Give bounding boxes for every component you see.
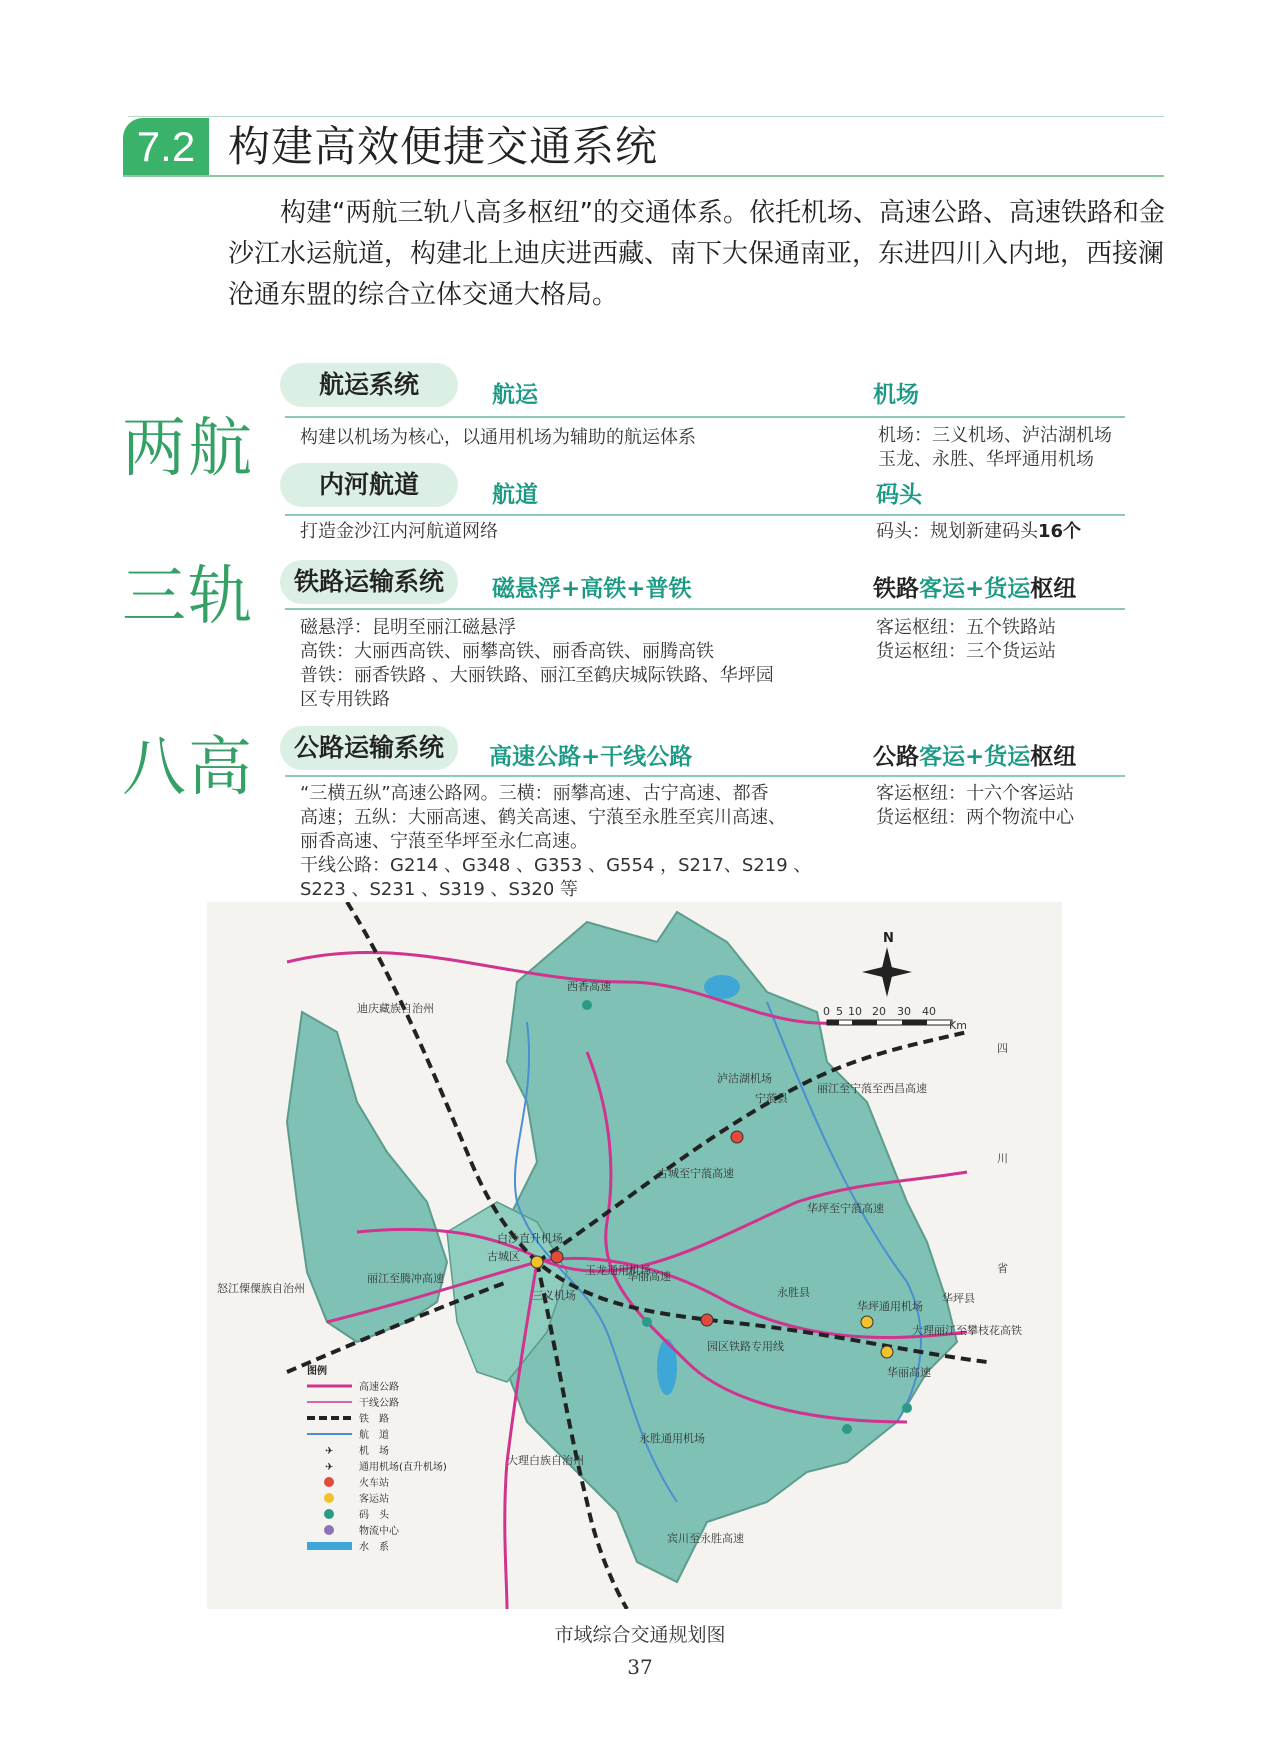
rule-waterway bbox=[285, 514, 1125, 516]
label-ninglang: 宁蒗县 bbox=[755, 1092, 788, 1105]
legend-item-7: 客运站 bbox=[359, 1494, 389, 1505]
pill-aviation: 航运系统 bbox=[280, 363, 458, 407]
big-label-sangui: 三轨 bbox=[122, 560, 254, 634]
heading-aviation: 航运 bbox=[492, 382, 538, 408]
label-huaping-ninglang: 华坪至宁蒗高速 bbox=[807, 1202, 884, 1215]
text-road-hub-2: 货运枢纽：两个物流中心 bbox=[876, 807, 1074, 828]
text-airport-1: 机场：三义机场、泸沽湖机场 bbox=[878, 425, 1112, 446]
map-wharf-3 bbox=[842, 1424, 852, 1434]
text-channel: 打造金沙江内河航道网络 bbox=[300, 521, 498, 542]
map-region-west bbox=[287, 1012, 447, 1342]
label-yongsheng-airport: 永胜通用机场 bbox=[639, 1432, 705, 1445]
text-rail-hub-2: 货运枢纽：三个货运站 bbox=[876, 641, 1056, 662]
label-dali-panzhihua: 大理丽江至攀枝花高铁 bbox=[912, 1324, 1022, 1337]
pill-waterway: 内河航道 bbox=[280, 463, 458, 507]
legend-swatch-9 bbox=[324, 1525, 334, 1535]
label-yongsheng: 永胜县 bbox=[777, 1286, 810, 1299]
section-number: 7.2 bbox=[123, 118, 209, 176]
header-top-rule bbox=[128, 116, 1164, 117]
legend-item-4: 机 场 bbox=[359, 1446, 389, 1457]
legend-item-2: 铁 路 bbox=[359, 1414, 389, 1425]
map-compass bbox=[862, 931, 912, 997]
legend-item-1: 干线公路 bbox=[359, 1398, 399, 1409]
legend-glyph-4: ✈ bbox=[325, 1446, 334, 1457]
rule-aviation bbox=[285, 416, 1125, 418]
label-huaping-airport: 华坪通用机场 bbox=[857, 1300, 923, 1313]
page-number: 37 bbox=[627, 1655, 653, 1679]
label-gucheng-ninglang: 古城至宁蒗高速 bbox=[657, 1167, 734, 1180]
heading-rail-types: 磁悬浮+高铁+普铁 bbox=[492, 576, 692, 602]
legend-item-0: 高速公路 bbox=[359, 1382, 399, 1393]
text-rail-2: 高铁：大丽西高铁、丽攀高铁、丽香高铁、丽腾高铁 bbox=[300, 641, 714, 662]
label-huali: 华丽高速 bbox=[887, 1366, 931, 1379]
intro-paragraph: 构建“两航三轨八高多枢纽”的交通体系。依托机场、高速公路、高速铁路和金沙江水运航道，构建北上迪庆进西藏、南下大保通南亚，东进四川入内地，西接澜沧通东盟的综合立体交通大格局。 bbox=[228, 198, 1165, 310]
label-diqing: 迪庆藏族自治州 bbox=[357, 1002, 434, 1015]
legend-swatch-6 bbox=[324, 1477, 334, 1487]
scale-tick-40: 40 bbox=[922, 1005, 936, 1018]
label-xixiang: 西香高速 bbox=[567, 980, 611, 993]
legend-swatch-7 bbox=[324, 1493, 334, 1503]
heading-rail-hub: 铁路客运+货运枢纽 bbox=[873, 576, 1077, 602]
pill-railway: 铁路运输系统 bbox=[280, 560, 458, 604]
map-svg bbox=[207, 902, 1062, 1609]
label-huaping: 华坪县 bbox=[942, 1292, 975, 1305]
text-rail-3: 普铁：丽香铁路 、大丽铁路、丽江至鹤庆城际铁路、华坪园 bbox=[300, 665, 774, 686]
scale-tick-30: 30 bbox=[897, 1005, 911, 1018]
map-station-2 bbox=[551, 1251, 563, 1263]
legend-item-3: 航 道 bbox=[359, 1430, 389, 1441]
label-lijiang-tengchong: 丽江至腾冲高速 bbox=[367, 1272, 444, 1285]
map-wharf-2 bbox=[642, 1317, 652, 1327]
scale-tick-10: 10 bbox=[848, 1005, 862, 1018]
legend-item-9: 物流中心 bbox=[359, 1526, 399, 1537]
legend-item-8: 码 头 bbox=[359, 1510, 389, 1521]
legend-swatch-8 bbox=[324, 1509, 334, 1519]
text-highway-5: S223 、S231 、S319 、S320 等 bbox=[300, 879, 579, 900]
text-highway-4: 干线公路：G214 、G348 、G353 、G554 ，S217、S219 、 bbox=[300, 855, 812, 876]
legend-item-5: 通用机场(直升机场) bbox=[359, 1462, 447, 1473]
text-rail-hub-1: 客运枢纽：五个铁路站 bbox=[876, 617, 1056, 638]
pill-highway: 公路运输系统 bbox=[280, 726, 458, 770]
map-scale bbox=[823, 1005, 967, 1032]
heading-airport: 机场 bbox=[873, 382, 919, 408]
label-sichuan-a: 四 bbox=[997, 1042, 1008, 1055]
map-legend bbox=[307, 1364, 447, 1553]
transport-map bbox=[207, 902, 1062, 1609]
compass-n: N bbox=[883, 931, 894, 946]
legend-glyph-5: ✈ bbox=[325, 1462, 334, 1473]
heading-wharf: 码头 bbox=[876, 482, 922, 508]
label-baisha: 白沙直升机场 bbox=[497, 1232, 563, 1245]
map-station-3 bbox=[731, 1131, 743, 1143]
label-sanyi: 三义机场 bbox=[532, 1289, 576, 1302]
label-dali: 大理白族自治州 bbox=[507, 1454, 584, 1467]
map-station-5 bbox=[861, 1316, 873, 1328]
big-label-lianghang: 两航 bbox=[122, 412, 254, 486]
header-bottom-rule bbox=[123, 175, 1164, 177]
label-sichuan-b: 川 bbox=[997, 1152, 1008, 1165]
heading-road-hub: 公路客运+货运枢纽 bbox=[873, 744, 1077, 770]
map-caption: 市域综合交通规划图 bbox=[554, 1624, 726, 1646]
text-airport-2: 玉龙、永胜、华坪通用机场 bbox=[878, 449, 1094, 470]
map-station-1 bbox=[531, 1256, 543, 1268]
rule-railway bbox=[285, 608, 1125, 610]
section-title: 构建高效便捷交通系统 bbox=[228, 122, 659, 171]
text-highway-1: “三横五纵”高速公路网。三横：丽攀高速、古宁高速、都香 bbox=[300, 783, 769, 804]
scale-unit: Km bbox=[949, 1019, 967, 1032]
map-wharf-4 bbox=[902, 1403, 912, 1413]
scale-tick-5: 5 bbox=[836, 1005, 843, 1018]
text-rail-1: 磁悬浮：昆明至丽江磁悬浮 bbox=[300, 617, 516, 638]
legend-item-10: 水 系 bbox=[359, 1542, 389, 1553]
text-highway-2: 高速；五纵：大丽高速、鹤关高速、宁蒗至永胜至宾川高速、 bbox=[300, 807, 786, 828]
label-gucheng: 古城区 bbox=[487, 1250, 520, 1263]
map-station-6 bbox=[881, 1346, 893, 1358]
legend-title: 图例 bbox=[307, 1366, 327, 1377]
text-aviation: 构建以机场为核心，以通用机场为辅助的航运体系 bbox=[300, 427, 696, 448]
map-wharf-1 bbox=[582, 1000, 592, 1010]
label-binchuan: 宾川至永胜高速 bbox=[667, 1532, 744, 1545]
text-road-hub-1: 客运枢纽：十六个客运站 bbox=[876, 783, 1074, 804]
big-label-bagao: 八高 bbox=[122, 731, 254, 805]
legend-item-6: 火车站 bbox=[359, 1478, 389, 1489]
text-rail-4: 区专用铁路 bbox=[300, 689, 390, 710]
label-lijiang-xichang: 丽江至宁蒗至西昌高速 bbox=[817, 1082, 927, 1095]
text-wharf: 码头：规划新建码头16个 bbox=[876, 521, 1082, 542]
map-station-4 bbox=[701, 1314, 713, 1326]
rule-highway bbox=[285, 775, 1125, 777]
heading-highway-types: 高速公路+干线公路 bbox=[489, 744, 693, 770]
legend-swatch-10 bbox=[307, 1542, 352, 1550]
label-yulong-airport: 玉龙通用机场 bbox=[585, 1264, 651, 1277]
label-huapan: 华丽高速 bbox=[627, 1270, 671, 1283]
scale-tick-20: 20 bbox=[872, 1005, 886, 1018]
text-highway-3: 丽香高速、宁蒗至华坪至永仁高速。 bbox=[300, 831, 588, 852]
label-yuanqu: 园区铁路专用线 bbox=[707, 1340, 784, 1353]
label-luguhu: 泸沽湖机场 bbox=[717, 1072, 772, 1085]
label-nujiang: 怒江傈僳族自治州 bbox=[217, 1282, 305, 1295]
heading-channel: 航道 bbox=[492, 482, 538, 508]
label-sichuan-c: 省 bbox=[997, 1262, 1008, 1275]
scale-tick-0: 0 bbox=[823, 1005, 830, 1018]
